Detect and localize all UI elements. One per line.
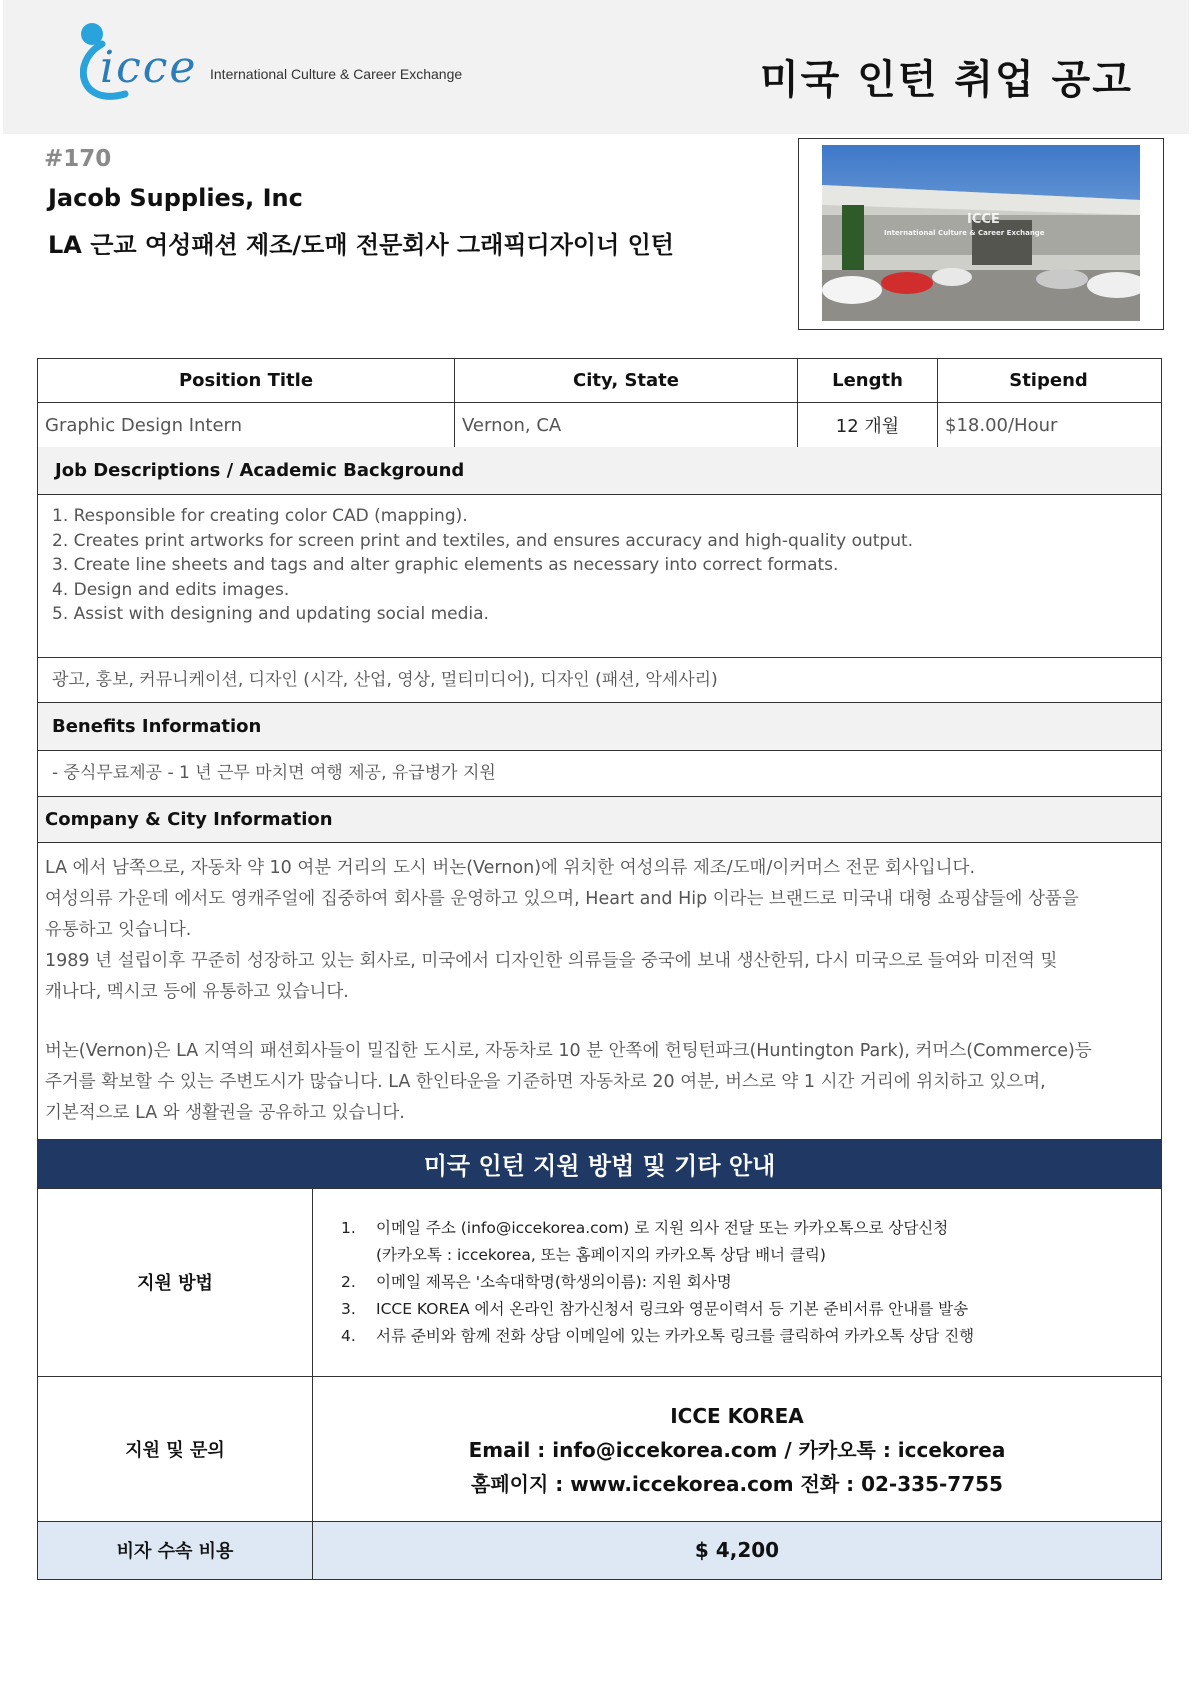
table-header-row <box>38 359 1161 402</box>
apply-step-text: (카카오톡 : iccekorea, 또는 홈페이지의 카카오톡 상담 배너 클릭) <box>376 1245 826 1264</box>
contact-email-kakao[interactable]: Email : info@iccekorea.com / 카카오톡 : iccekorea <box>468 1437 1006 1462</box>
header-length: Length <box>797 359 937 402</box>
company-name: Jacob Supplies, Inc <box>48 184 303 212</box>
company-info-line: 여성의류 가운데 에서도 영캐주얼에 집중하여 회사를 운영하고 있으며, Heart and Hip 이라는 브랜드로 미국내 대형 쇼핑샵들에 상품을 <box>45 888 1079 909</box>
duty-item: 5. Assist with designing and updating social media. <box>52 604 489 624</box>
company-info-line: 1989 년 설립이후 꾸준히 성장하고 있는 회사로, 미국에서 디자인한 의류들을 중국에 보내 생산한뒤, 다시 미국으로 들여와 미전역 및 <box>45 950 1058 971</box>
benefits-text: - 중식무료제공 - 1 년 근무 마치면 여행 제공, 유급병가 지원 <box>52 763 496 783</box>
duty-item: 3. Create line sheets and tags and alter graphic elements as necessary into correct formats. <box>52 555 839 575</box>
company-building-photo <box>822 145 1140 321</box>
apply-step-text: 서류 준비와 함께 전화 상담 이메일에 있는 카카오톡 링크를 클릭하여 카카오톡 상담 진행 <box>376 1326 975 1345</box>
job-posting-table <box>37 358 1162 1580</box>
company-info-line: 유통하고 잇습니다. <box>45 919 192 940</box>
city-info-line: 주거를 확보할 수 있는 주변도시가 많습니다. LA 한인타운을 기준하면 자동차로 20 여분, 버스로 약 1 시간 거리에 위치하고 있으며, <box>45 1071 1046 1092</box>
contact-info <box>312 1377 1161 1521</box>
value-position-title: Graphic Design Intern <box>45 414 243 436</box>
apply-step-text: ICCE KOREA 에서 온라인 참가신청서 링크와 영문이력서 등 기본 준비서류 안내를 발송 <box>376 1299 969 1318</box>
contact-homepage-phone[interactable]: 홈페이지 : www.iccekorea.com 전화 : 02-335-7755 <box>471 1471 1003 1496</box>
visa-fee-row <box>38 1521 1161 1579</box>
company-info-line: LA 에서 남쪽으로, 자동차 약 10 여분 거리의 도시 버논(Vernon)에 위치한 여성의류 제조/도매/이커머스 전문 회사입니다. <box>45 857 976 878</box>
page-title: 미국 인턴 취업 공고 <box>760 57 1133 103</box>
job-duties <box>38 494 1161 657</box>
benefits-section-title: Benefits Information <box>38 702 1161 750</box>
apply-step-text: 이메일 주소 (info@iccekorea.com) 로 지원 의사 전달 또는 카카오톡으로 상담신청 <box>376 1218 949 1237</box>
logo-word: icce <box>100 42 198 93</box>
duty-item: 2. Creates print artworks for screen print and textiles, and ensures accuracy and high-quality output. <box>52 530 914 551</box>
city-info-line: 버논(Vernon)은 LA 지역의 패션회사들이 밀집한 도시로, 자동차로 10 분 안쪽에 헌팅턴파크(Huntington Park), 커머스(Commerce)등 <box>45 1040 1092 1061</box>
logo-tagline: International Culture & Career Exchange <box>210 66 463 82</box>
apply-step: 2. 이메일 제목은 '소속대학명(학생의이름): 지원 회사명 <box>341 1269 1161 1296</box>
job-title: LA 근교 여성패션 제조/도매 전문회사 그래픽디자이너 인턴 <box>48 231 674 259</box>
duty-item: 4. Design and edits images. <box>52 579 290 600</box>
benefits <box>38 750 1161 796</box>
apply-step-text: 이메일 제목은 '소속대학명(학생의이름): 지원 회사명 <box>376 1272 732 1291</box>
icce-logo <box>80 22 500 112</box>
academic-background <box>38 657 1161 703</box>
header-position-title: Position Title <box>178 370 314 391</box>
apply-step: 4. 서류 준비와 함께 전화 상담 이메일에 있는 카카오톡 링크를 클릭하여 카카오톡 상담 진행 <box>341 1323 1161 1350</box>
header-city-state: City, State <box>454 359 797 402</box>
contact-label: 지원 및 문의 <box>125 1439 225 1461</box>
apply-method-row <box>38 1188 1161 1376</box>
company-section-title: Company & City Information <box>38 796 1161 842</box>
photo-watermark: ICCE <box>967 212 1000 227</box>
value-stipend: $18.00/Hour <box>937 403 1159 447</box>
value-city-state: Vernon, CA <box>454 403 797 447</box>
table-value-row <box>38 402 1161 447</box>
apply-method-label: 지원 방법 <box>137 1273 213 1294</box>
duty-item: 1. Responsible for creating color CAD (mapping). <box>52 506 468 526</box>
apply-banner: 미국 인턴 지원 방법 및 기타 안내 <box>38 1139 1161 1188</box>
apply-step: 1. 이메일 주소 (info@iccekorea.com) 로 지원 의사 전달 또는 카카오톡으로 상담신청 (카카오톡 : iccekorea, 또는 홈페이지의 카카오톡 상담 배너 클릭) <box>341 1218 949 1264</box>
logo-mark-icon <box>80 22 220 112</box>
contact-row <box>38 1376 1161 1521</box>
visa-fee-value: $ 4,200 <box>312 1522 1161 1579</box>
apply-step: 3. ICCE KOREA 에서 온라인 참가신청서 링크와 영문이력서 등 기본 준비서류 안내를 발송 <box>341 1296 1161 1323</box>
company-photo-frame <box>798 138 1164 330</box>
contact-org: ICCE KOREA <box>670 1403 804 1428</box>
apply-method-steps <box>312 1189 1161 1376</box>
post-number: #170 <box>44 146 112 172</box>
city-info-line: 기본적으로 LA 와 생활권을 공유하고 있습니다. <box>45 1102 405 1123</box>
academic-background-text: 광고, 홍보, 커뮤니케이션, 디자인 (시각, 산업, 영상, 멀티미디어), 디자인 (패션, 악세사리) <box>52 669 718 690</box>
header-stipend: Stipend <box>937 359 1159 402</box>
visa-fee-label: 비자 수속 비용 <box>116 1541 234 1562</box>
job-section-title: Job Descriptions / Academic Background <box>38 447 1161 494</box>
photo-watermark-sub: International Culture & Career Exchange <box>884 229 1045 237</box>
company-info <box>38 842 1161 1139</box>
company-info-line: 캐나다, 멕시코 등에 유통하고 있습니다. <box>45 981 349 1002</box>
value-length: 12 개월 <box>797 403 937 447</box>
